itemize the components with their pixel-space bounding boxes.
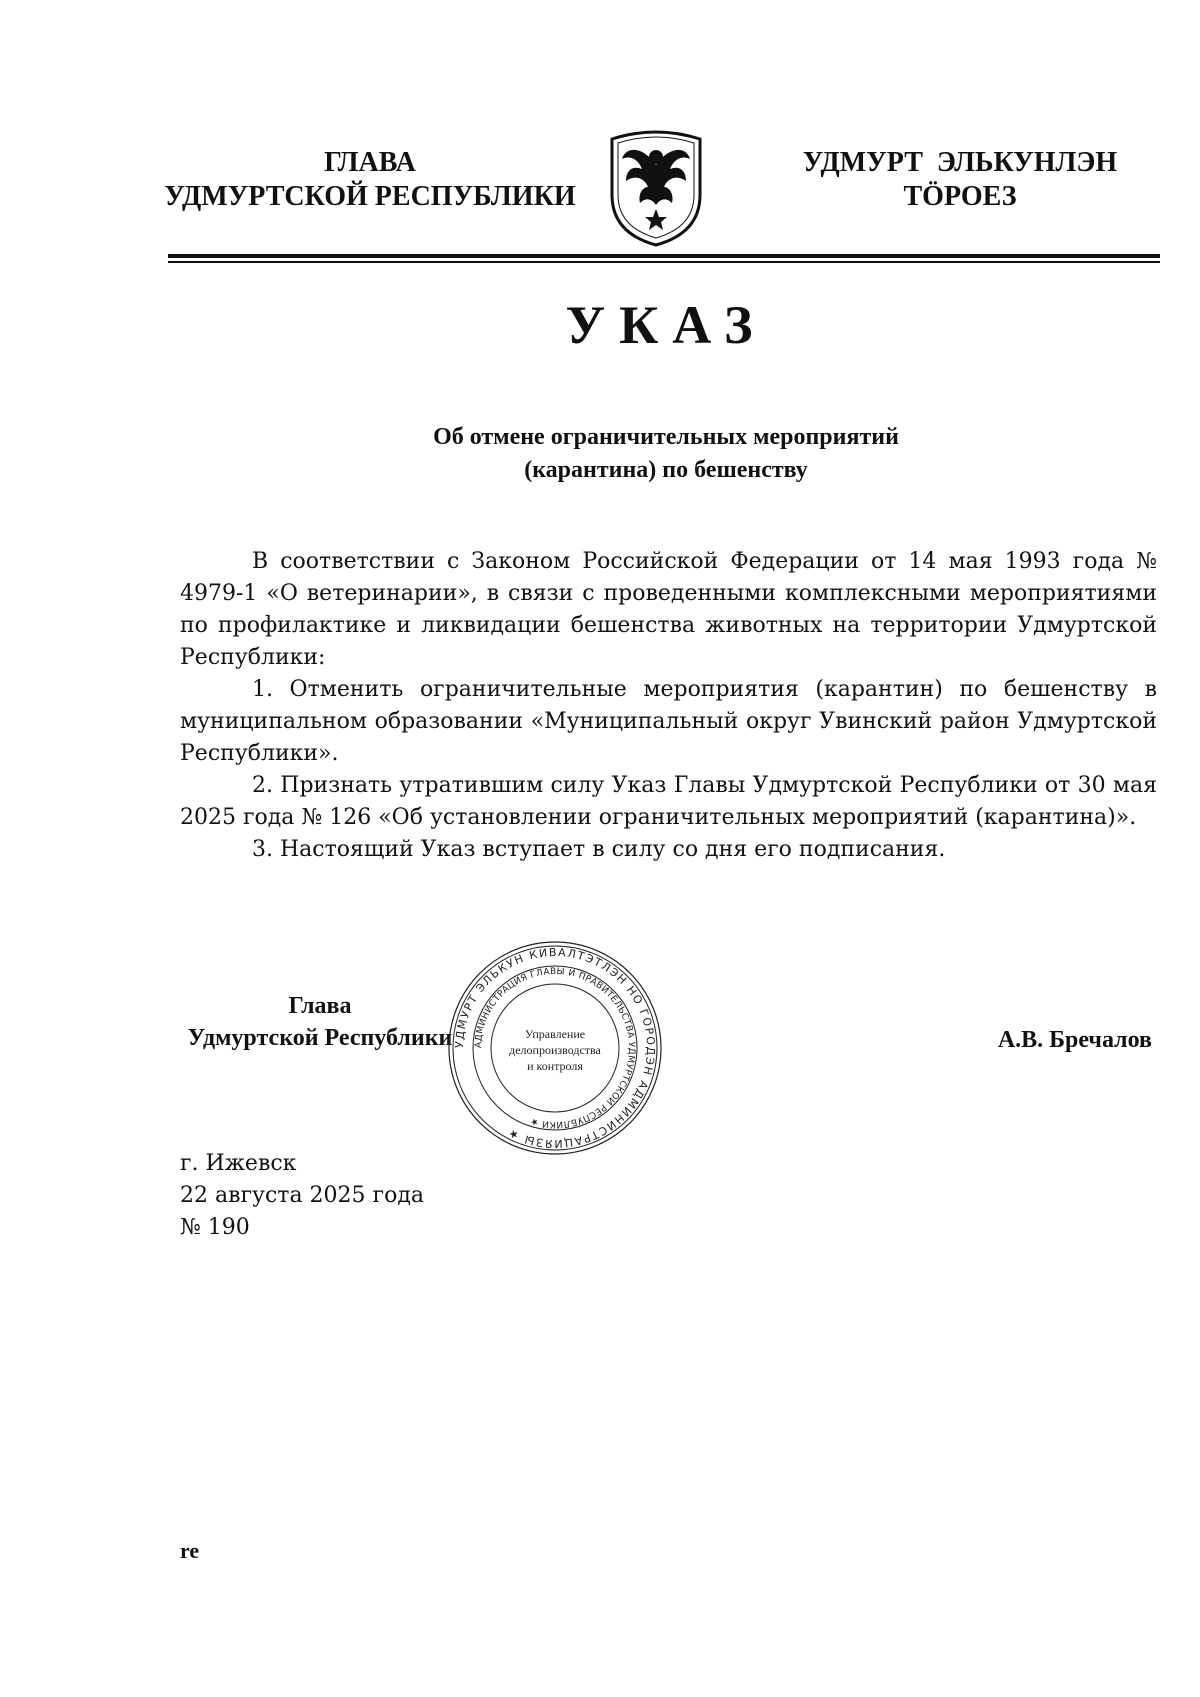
document-title-line1: Об отмене ограничительных мероприятий	[433, 424, 899, 450]
body-item-3: 3. Настоящий Указ вступает в силу со дня его подписания.	[252, 837, 946, 862]
document-body	[180, 546, 1157, 866]
body-item-2: 2. Признать утратившим силу Указ Главы Удмуртской Республики от 30 мая 2025 года № 126 «Об установлении ограничительных мероприятий (карантина)».	[180, 773, 1157, 830]
body-item-1: 1. Отменить ограничительные мероприятия (карантин) по бешенству в муниципальном образовании «Муниципальный округ Увинский район Удмуртской Республики».	[180, 677, 1157, 766]
official-seal-stamp	[445, 938, 665, 1158]
signatory-position-line1: Глава	[288, 993, 352, 1019]
seal-inner-text: АДМИНИСТРАЦИЯ ГЛАВЫ И ПРАВИТЕЛЬСТВА УДМУРТСКОЙ РЕСПУБЛИКИ ★	[473, 966, 637, 1130]
header-right-title	[770, 146, 1150, 214]
seal-center-line2: делопроизводства	[509, 1043, 601, 1057]
header-left-line2: УДМУРТСКОЙ РЕСПУБЛИКИ	[164, 181, 576, 212]
document-type-heading: УКАЗ	[565, 295, 767, 355]
document-number: № 190	[180, 1215, 250, 1240]
header-left-line1: ГЛАВА	[324, 147, 416, 178]
document-place-date-number	[180, 1148, 424, 1244]
document-title-line2: (карантина) по бешенству	[524, 457, 808, 483]
header-right-line1: УДМУРТ ЭЛЬКУНЛЭН	[802, 147, 1118, 178]
header-divider-thin	[168, 261, 1160, 263]
footer-initials-mark: re	[180, 1538, 200, 1563]
document-title	[300, 421, 1032, 487]
coat-of-arms-emblem	[604, 125, 708, 247]
header-left-title	[140, 146, 600, 214]
body-preamble: В соответствии с Законом Российской Федерации от 14 мая 1993 года № 4979-1 «О ветеринарии», в связи с проведенными комплексными мероприятиями по профилактике и ликвидации бешенства животных на территории Удмуртской Республики:	[180, 549, 1157, 670]
seal-center-line3: и контроля	[527, 1059, 583, 1073]
document-city: г. Ижевск	[180, 1151, 297, 1176]
header-divider-thick	[168, 254, 1160, 258]
document-date: 22 августа 2025 года	[180, 1183, 424, 1208]
seal-center-line1: Управление	[524, 1027, 586, 1041]
signatory-position-line2: Удмуртской Республики	[187, 1025, 453, 1051]
signatory-name: А.В. Бречалов	[997, 1027, 1152, 1053]
header-right-line2: ТӦРОЕЗ	[903, 181, 1017, 212]
seal-outer-text: УДМУРТ ЭЛЬКУН КИВАЛТЭТЛЭН НО ГОРОДЭН АДМИНИСТРАЦИЯЗЫ ★	[452, 945, 658, 1151]
signatory-position	[160, 990, 480, 1054]
